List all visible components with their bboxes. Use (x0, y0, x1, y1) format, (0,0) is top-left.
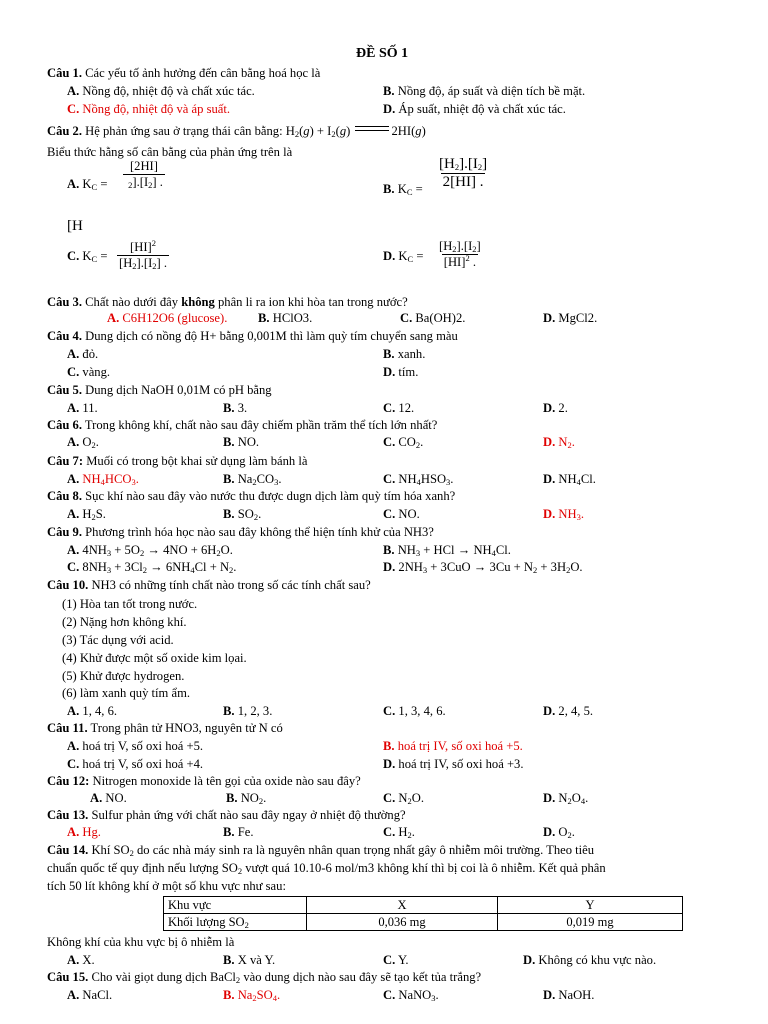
q2-option-a: A. $K_C$ = (67, 177, 108, 192)
q15-option-a: A. NaCl. (67, 988, 113, 1002)
q6-option-c: C. $CO_2$. (383, 435, 424, 450)
q7-option-d: D. $NH_4Cl$. (543, 472, 596, 487)
question-4: Câu 4. Dung dịch có nồng độ H+ bằng 0,001M thì làm quỳ tím chuyển sang màu (47, 329, 458, 343)
q14-option-d: D. Không có khu vực nào. (523, 953, 657, 967)
q10-item: (6) làm xanh quỳ tím ẩm. (62, 686, 191, 700)
question-2: Câu 2. Hệ phản ứng sau ở trạng thái cân bằng: $H_2(g) + I_2(g)$ 2HI(g) (47, 124, 426, 139)
table-cell: 0,036 mg (307, 914, 498, 931)
q2-d-fraction: $\frac{[H_2].[I_2]}{[HI]^2 .}$ (439, 239, 481, 269)
q11-option-c: C. hoá trị V, số oxi hoá +4. (67, 757, 204, 771)
q1-option-d: D. Áp suất, nhiệt độ và chất xúc tác. (383, 102, 566, 116)
q9-option-d: D. $2NH_3 + 3CuO \to 3Cu + N_2 + 3H_2O$. (383, 560, 583, 575)
q15-option-c: C. NaNO$_3$. (383, 988, 439, 1003)
q14-option-b: B. X và Y. (223, 953, 276, 967)
q10-item: (3) Tác dụng với acid. (62, 633, 174, 647)
q2-b-fraction: $\frac{[H_2].[I_2]}{2[HI] .}$ (439, 156, 488, 190)
q2-c-fraction: $\frac{[HI]^2}{[H_2].[I_2] .}$ (119, 238, 168, 271)
q1-option-a: A. Nồng độ, nhiệt độ và chất xúc tác. (67, 84, 255, 98)
question-1: Câu 1. Các yếu tố ảnh hưởng đến cân bằng hoá học là (47, 66, 321, 80)
q10-item: (5) Khử được hydrogen. (62, 669, 185, 683)
q11-option-b: B. hoá trị IV, số oxi hoá +5. (383, 739, 523, 753)
q10-option-b: B. 1, 2, 3. (223, 704, 273, 718)
q2-option-c: C. $K_C$ = (67, 249, 108, 264)
q3-option-a: A. C6H12O6 (glucose). (107, 311, 228, 325)
question-10: Câu 10. NH3 có những tính chất nào trong số các tính chất sau? (47, 578, 371, 592)
q1-option-b: B. Nồng độ, áp suất và diện tích bề mặt. (383, 84, 586, 98)
equilibrium-arrow-icon (355, 125, 389, 133)
table-row (164, 897, 683, 914)
q8-option-c: C. NO. (383, 507, 420, 521)
table-cell: Khối lượng $SO_2$ (164, 914, 307, 931)
q3-option-b: B. HClO3. (258, 311, 313, 325)
q4-option-b: B. xanh. (383, 347, 426, 361)
q14-option-c: C. Y. (383, 953, 409, 967)
q1-option-c: C. Nồng độ, nhiệt độ và áp suất. (67, 102, 231, 116)
q13-option-a: A. Hg. (67, 825, 101, 839)
q14-option-a: A. X. (67, 953, 95, 967)
q15-option-d: D. NaOH. (543, 988, 595, 1002)
q14-line-3: tích 50 lít không khí ở một số khu vực như sau: (47, 879, 286, 893)
q10-option-a: A. 1, 4, 6. (67, 704, 118, 718)
q5-option-b: B. 3. (223, 401, 248, 415)
q3-option-c: C. Ba(OH)2. (400, 311, 466, 325)
q6-option-b: B. NO. (223, 435, 260, 449)
q10-item: (2) Nặng hơn không khí. (62, 615, 187, 629)
q7-option-c: C. $NH_4HSO_3$. (383, 472, 454, 487)
table-cell: Khu vực (164, 897, 307, 914)
question-14: Câu 14. Khí $SO_2$ do các nhà máy sinh ra là nguyên nhân quan trọng nhất gây ô nhiễm môi trường. Theo tiêu (47, 843, 595, 858)
q13-option-b: B. Fe. (223, 825, 254, 839)
so2-table (163, 896, 683, 931)
q4-option-a: A. đỏ. (67, 347, 99, 361)
q10-item: (4) Khử được một số oxide kim lọai. (62, 651, 247, 665)
q2-a-fraction: $\frac{[2HI]}{_2].[I_2] .}$ (123, 160, 165, 188)
q8-option-a: A. $H_2S$. (67, 507, 106, 522)
q5-option-a: A. 11. (67, 401, 98, 415)
q2-stray-text: [H (67, 218, 83, 234)
question-13: Câu 13. Sulfur phản ứng với chất nào sau đây ngay ở nhiệt độ thường? (47, 808, 406, 822)
q10-option-d: D. 2, 4, 5. (543, 704, 594, 718)
q12-option-c: C. $N_2O$. (383, 791, 424, 806)
question-7: Câu 7: Muối có trong bột khai sử dụng làm bánh là (47, 454, 308, 468)
question-15: Câu 15. Cho vài giọt dung dịch BaCl$_2$ vào dung dịch nào sau đây sẽ tạo kết tủa trắng? (47, 970, 482, 985)
q9-option-b: B. $NH_3$ + HCl → $NH_4Cl$. (383, 543, 511, 558)
q3-option-d: D. MgCl2. (543, 311, 598, 325)
q8-option-d: D. $NH_3$. (543, 507, 584, 522)
table-cell: X (307, 897, 498, 914)
q2-subtext: Biểu thức hằng số cân bằng của phản ứng trên là (47, 145, 293, 159)
question-6: Câu 6. Trong không khí, chất nào sau đây chiếm phần trăm thể tích lớn nhất? (47, 418, 438, 432)
q14-after: Không khí của khu vực bị ô nhiễm là (47, 935, 235, 949)
q15-option-b: B. $Na_2SO_4$. (223, 988, 281, 1003)
q6-option-d: D. $N_2$. (543, 435, 575, 450)
q5-option-c: C. 12. (383, 401, 415, 415)
q5-option-d: D. 2. (543, 401, 568, 415)
q7-option-a: A. $NH_4HCO_3$. (67, 472, 139, 487)
q11-option-d: D. hoá trị IV, số oxi hoá +3. (383, 757, 524, 771)
q13-option-c: C. $H_2$. (383, 825, 415, 840)
q9-option-a: A. $4NH_3 + 5O_2 \to 4NO + 6H_2O$. (67, 543, 233, 558)
table-row (164, 914, 683, 931)
q12-option-d: D. $N_2O_4$. (543, 791, 589, 806)
table-cell: 0,019 mg (498, 914, 683, 931)
question-8: Câu 8. Sục khí nào sau đây vào nước thu được dugn dịch làm quỳ tím hóa xanh? (47, 489, 456, 503)
q7-option-b: B. $Na_2CO_3$. (223, 472, 282, 487)
question-12: Câu 12: Nitrogen monoxide là tên gọi của oxide nào sau đây? (47, 774, 361, 788)
table-cell: Y (498, 897, 683, 914)
q8-option-b: B. $SO_2$. (223, 507, 262, 522)
q2-option-b: B. $K_C$ = (383, 182, 423, 197)
q2-option-d: D. $K_C$ = (383, 249, 424, 264)
q14-line-2: chuẩn quốc tế quy định nếu lượng $SO_2$ vượt quá 10.10-6 mol/m3 không khí thì bị coi là ô nhiễm. Kết quả phân (47, 861, 606, 876)
q11-option-a: A. hoá trị V, số oxi hoá +5. (67, 739, 204, 753)
q10-option-c: C. 1, 3, 4, 6. (383, 704, 446, 718)
q9-option-c: C. $8NH_3 + 3Cl_2 \to 6NH_4Cl + N_2$. (67, 560, 237, 575)
q12-option-b: B. $NO_2$. (226, 791, 267, 806)
exam-title: ĐỀ SỐ 1 (356, 46, 409, 61)
q13-option-d: D. $O_2$. (543, 825, 575, 840)
question-11: Câu 11. Trong phân tử HNO3, nguyên tử N có (47, 721, 283, 735)
question-3: Câu 3. Chất nào dưới đây không phân li ra ion khi hòa tan trong nước? (47, 295, 408, 309)
q6-option-a: A. $O_2$. (67, 435, 99, 450)
q4-option-d: D. tím. (383, 365, 419, 379)
q10-item: (1) Hòa tan tốt trong nước. (62, 597, 198, 611)
q4-option-c: C. vàng. (67, 365, 111, 379)
question-5: Câu 5. Dung dịch NaOH 0,01M có pH bằng (47, 383, 272, 397)
question-9: Câu 9. Phương trình hóa học nào sau đây không thể hiện tính khử của NH3? (47, 525, 434, 539)
q12-option-a: A. NO. (90, 791, 127, 805)
